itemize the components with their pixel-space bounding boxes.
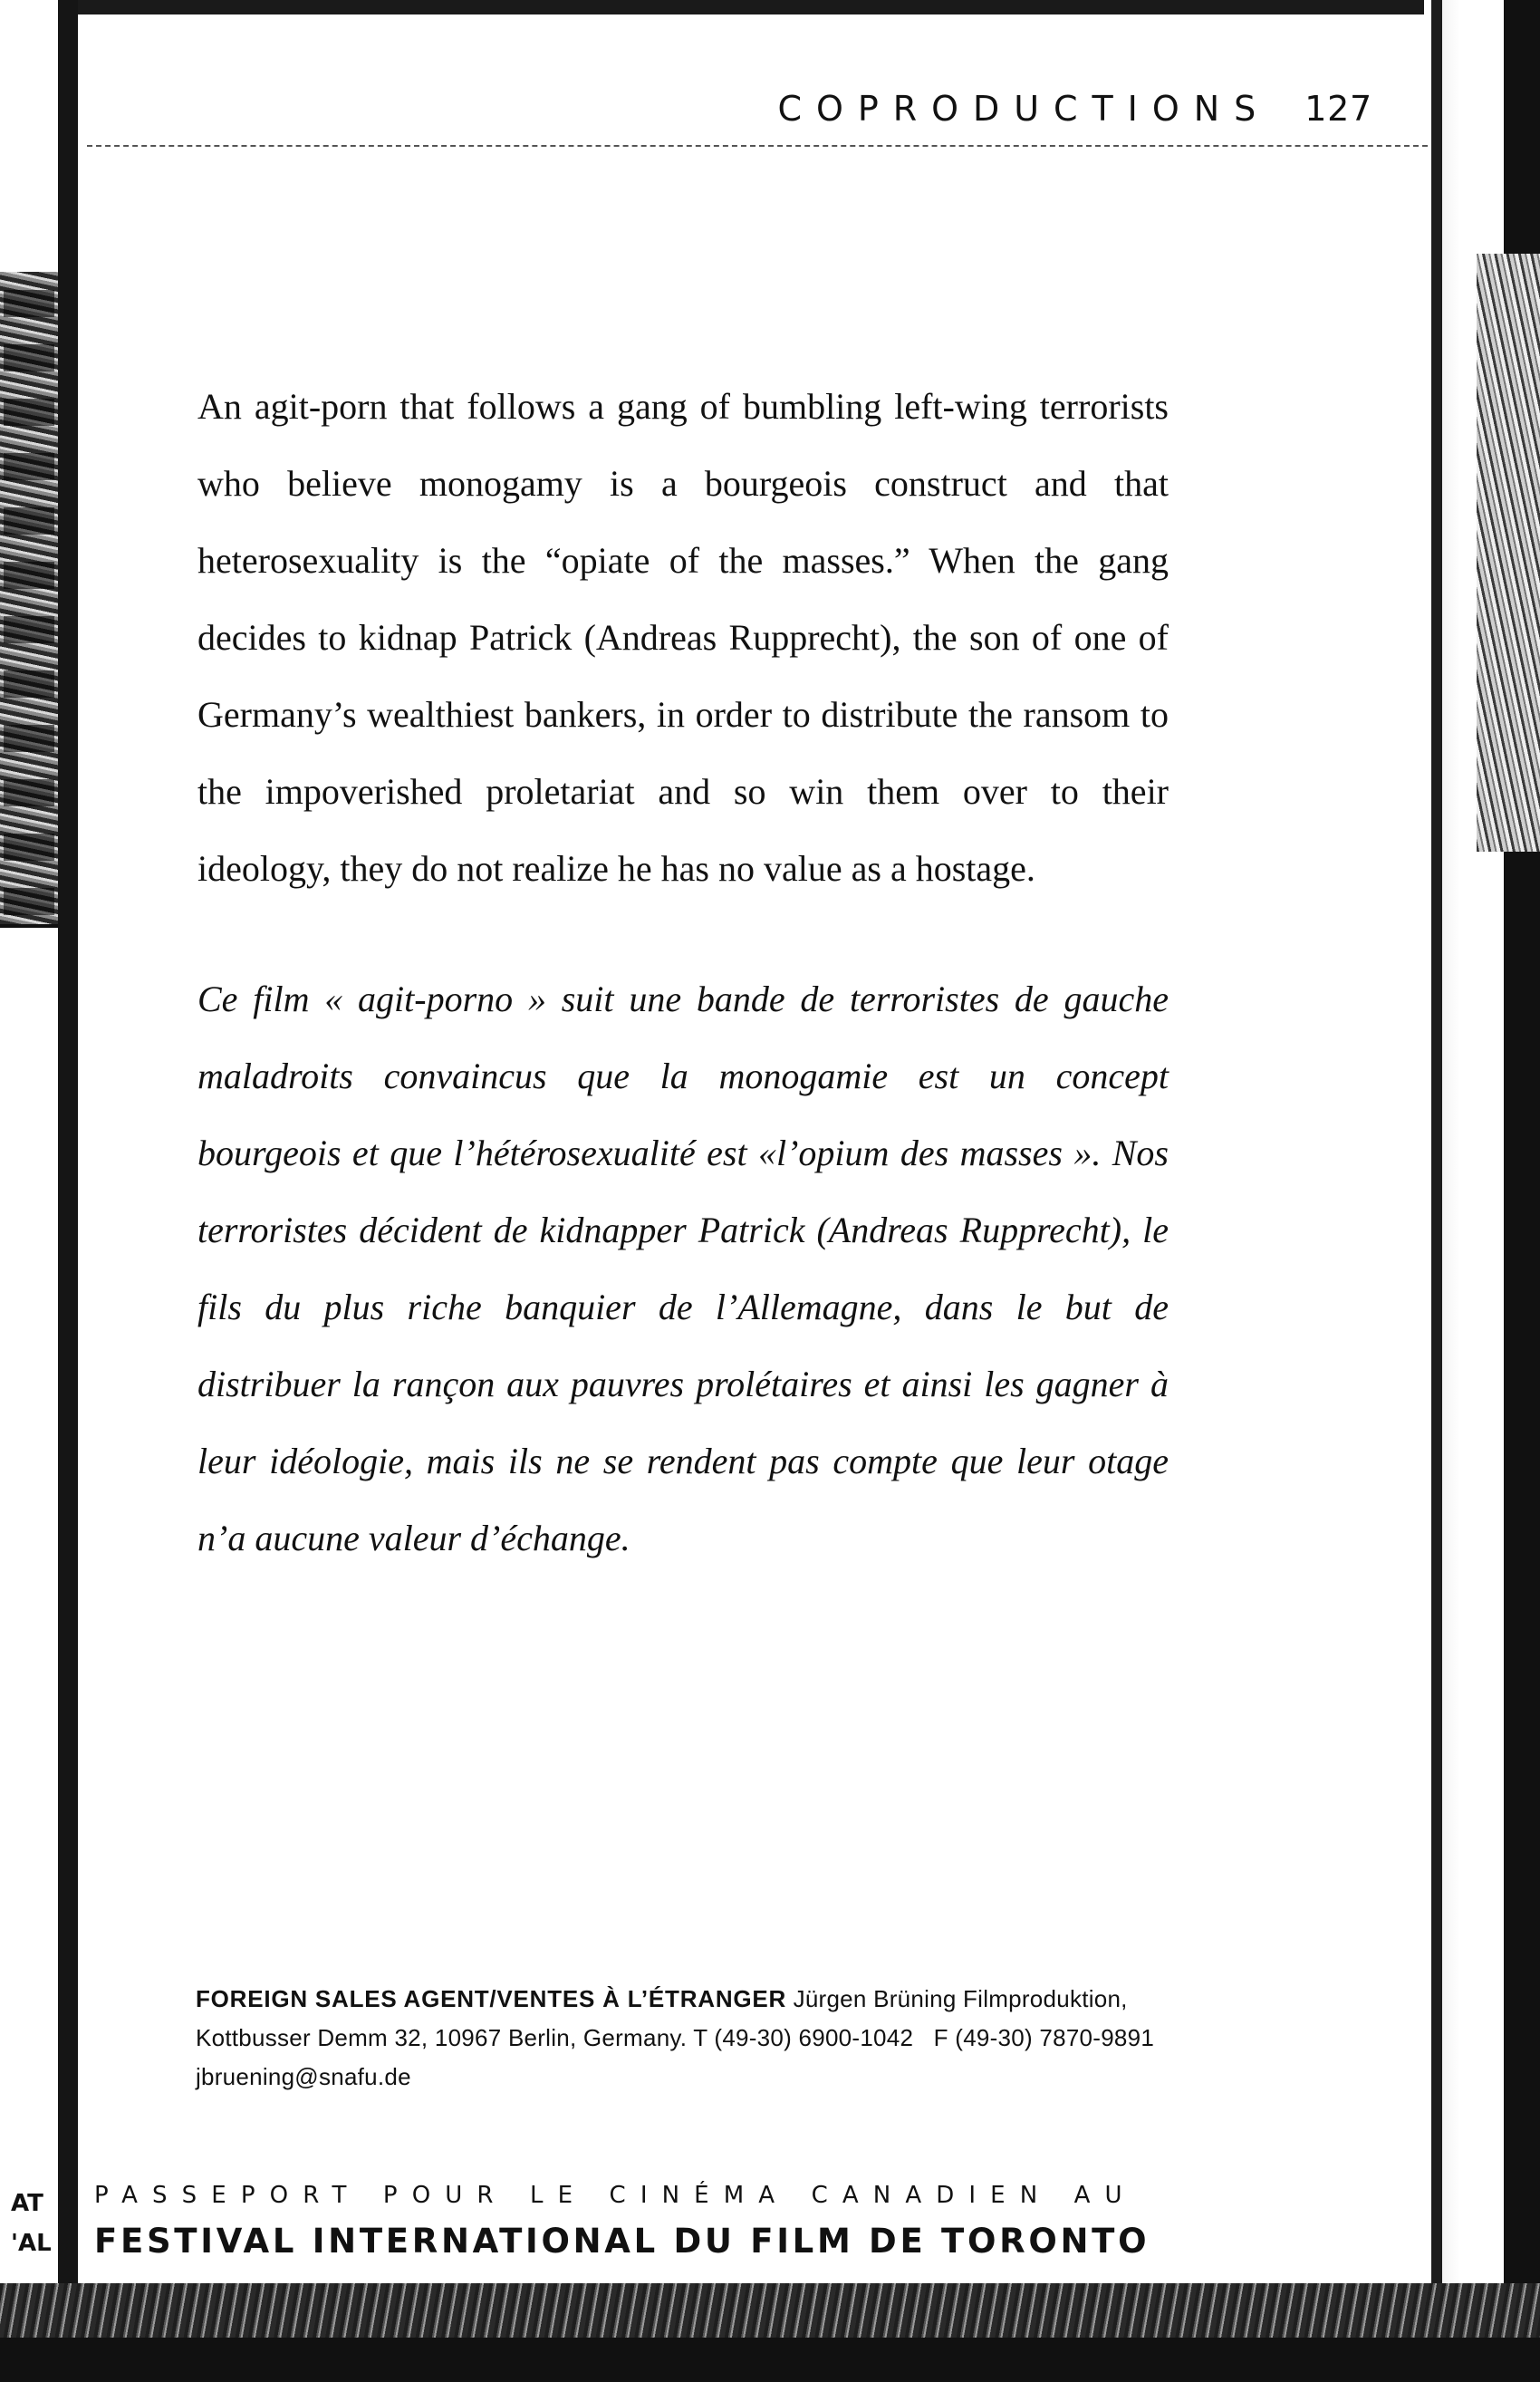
credits-agent: Jürgen Brüning Filmproduktion, [793,1985,1128,2012]
adjacent-page-footer-fragment [11,2184,54,2263]
credits-address: Kottbusser Demm 32, 10967 Berlin, Germany. [196,2024,688,2051]
fragment-line-1: AT [11,2190,43,2217]
scan-bottom-shadow [0,2338,1540,2382]
page-number: 127 [1304,89,1372,129]
header-rule [87,145,1428,147]
synopsis-french: Ce film « agit-porno » suit une bande de terroristes de gauche maladroits convaincus que la monogamie est un concept bourgeois et que l’hétérosexualité est «l’opium des masses ». Nos terroristes décident de kidnapper Patrick (Andreas Rupprecht), le fils du plus riche banquier de l’Allemagne, dans le but de distribuer la rançon aux pauvres prolétaires et ainsi les gagner à leur idéologie, mais ils ne se rendent pas compte que leur otage n’a aucune valeur d’échange. [197,979,1169,1558]
credits-phone: T (49-30) 6900-1042 [693,2024,914,2051]
credits-fax: F (49-30) 7870-9891 [933,2024,1155,2051]
page-footer [94,2182,1181,2261]
footer-line-1: PASSEPORT POUR LE CINÉMA CANADIEN AU [94,2182,1137,2209]
fragment-line-2: 'AL [11,2230,52,2257]
adjacent-page-glyphs [4,281,54,915]
right-edge-noise [1477,254,1540,852]
sales-credits [196,1980,1174,2097]
credits-email: jbruening@snafu.de [196,2063,411,2090]
credits-label: FOREIGN SALES AGENT/VENTES À L’ÉTRANGER [196,1985,787,2012]
book-spine-shadow [58,0,78,2382]
scan-top-edge [0,0,1540,14]
adjacent-page-image-fragment [0,272,58,928]
running-header [711,89,1372,140]
synopsis-english: An agit-porn that follows a gang of bumbling left-wing terrorists who believe monogamy is a bourgeois construct and that heterosexuality is the “opiate of the masses.” When the gang decides to kidnap Patrick (Andreas Rupprecht), the son of one of Germany’s wealthiest bankers, in order to distribute the ransom to the impoverished proletariat and so win them over to their ideology, they do not realize he has no value as a hostage. [197,386,1169,889]
footer-line-2: FESTIVAL INTERNATIONAL DU FILM DE TORONTO [94,2222,1150,2261]
section-title: COPRODUCTIONS [777,89,1271,129]
